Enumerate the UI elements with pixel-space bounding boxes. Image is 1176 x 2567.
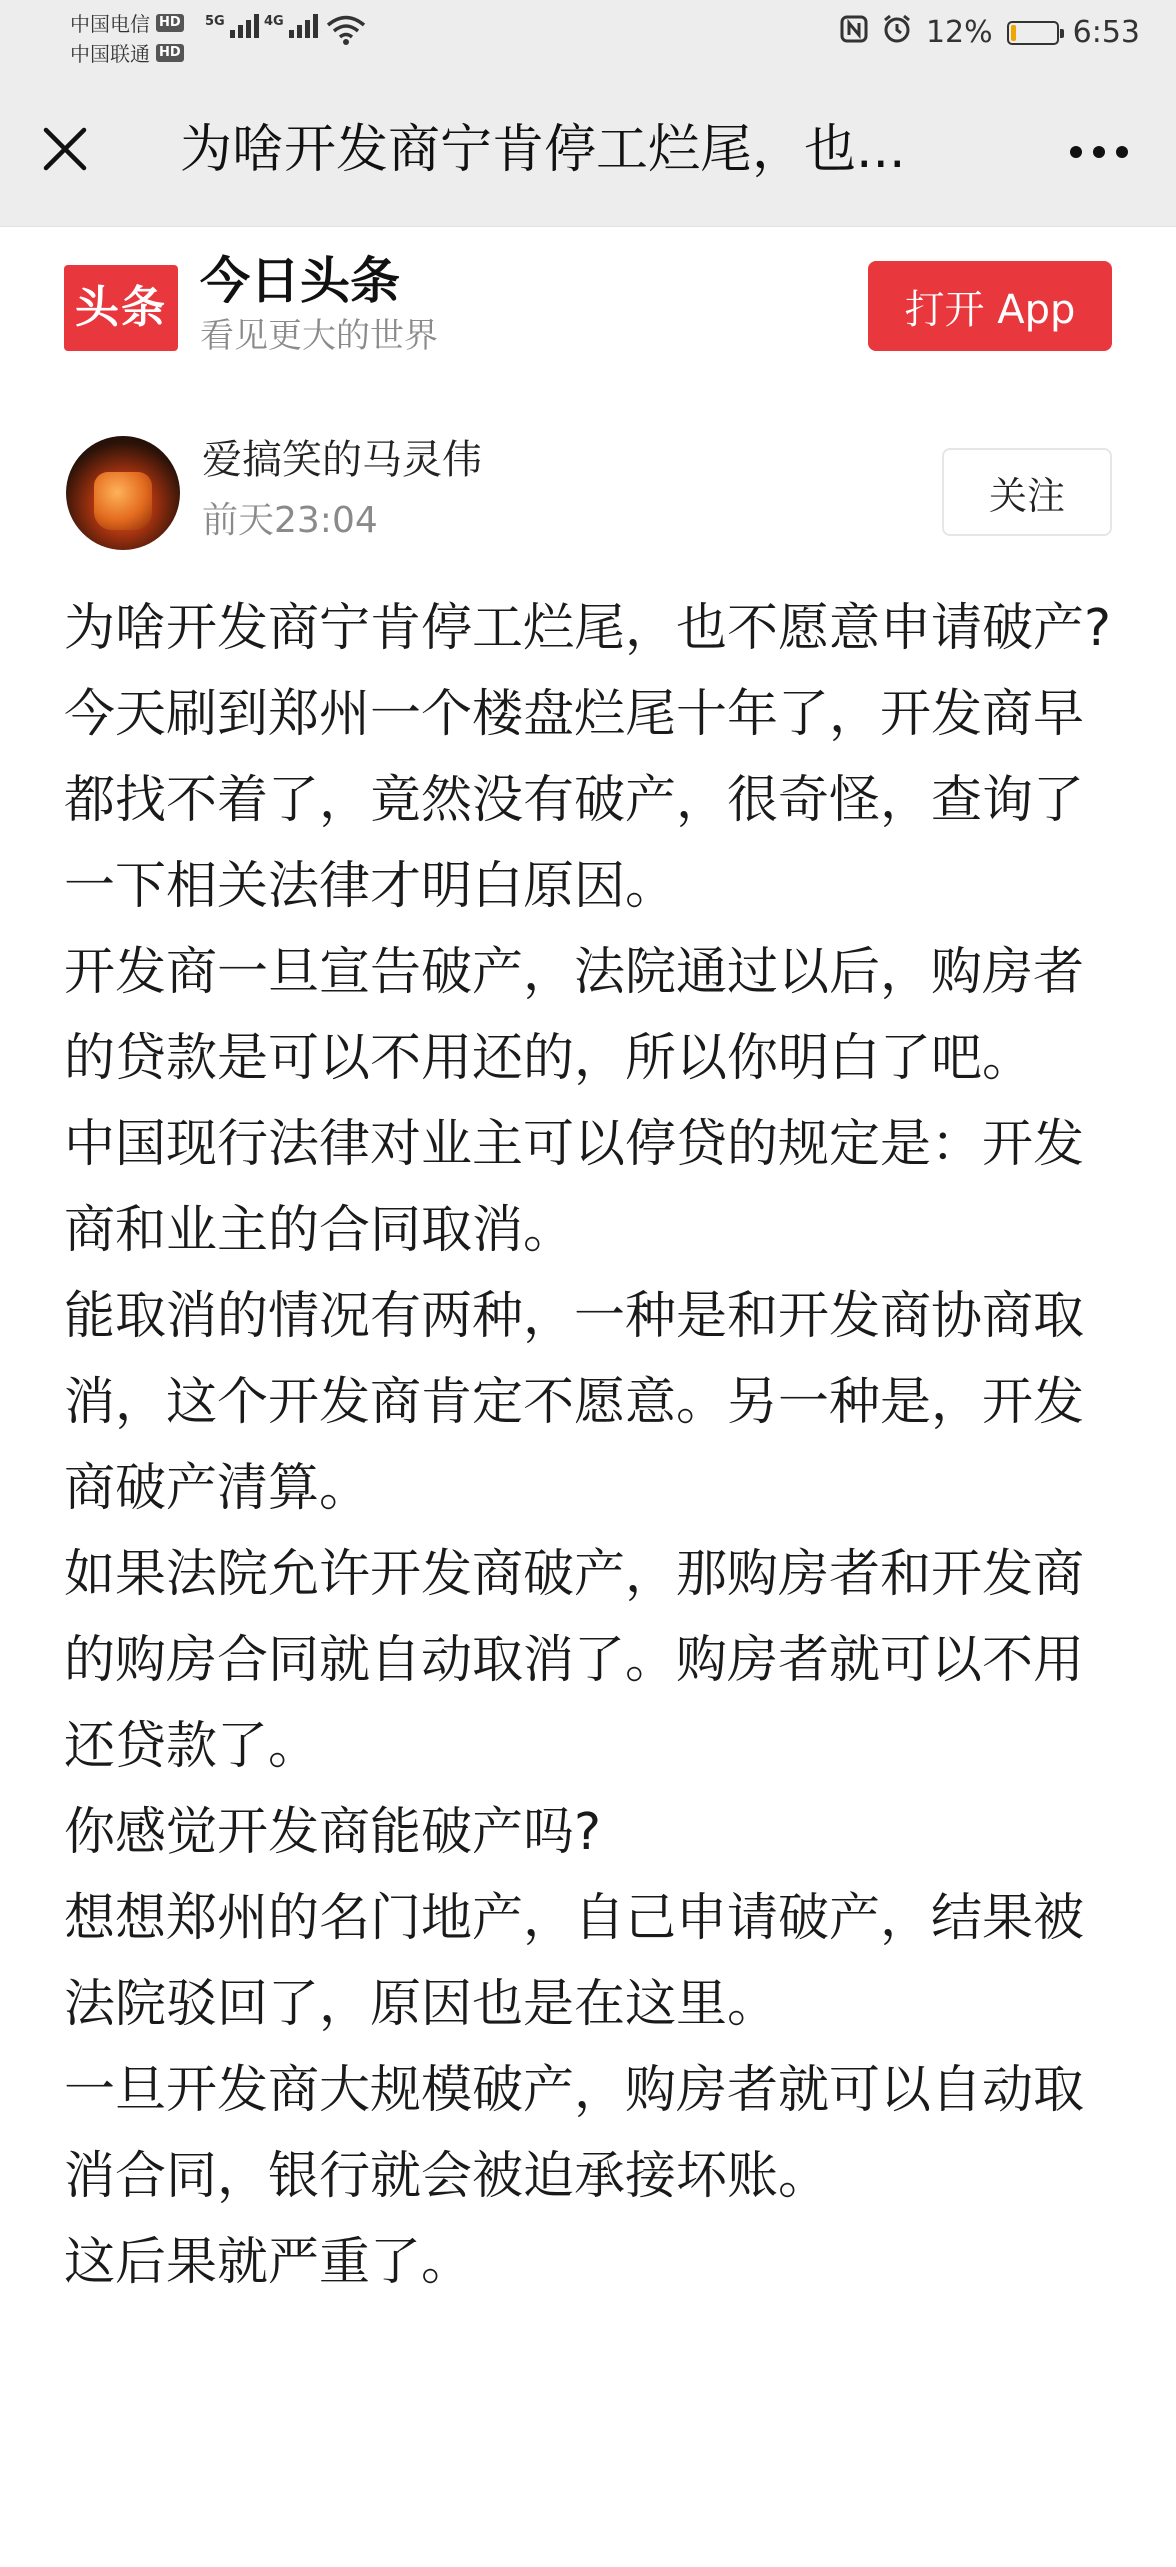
carrier-1	[70, 8, 184, 37]
alarm-icon	[882, 14, 912, 51]
article-paragraph: 你感觉开发商能破产吗?	[64, 1803, 602, 1862]
article-paragraph: 如果法院允许开发商破产，那购房者和开发商的购房合同就自动取消了。购房者就可以不用还贷款了。	[64, 1545, 1085, 1776]
article-body	[64, 586, 1124, 2306]
post-time: 前天23:04	[202, 500, 378, 541]
toutiao-logo: 头条	[64, 265, 178, 351]
carrier-2	[70, 38, 184, 67]
status-time: 6:53	[1072, 15, 1140, 50]
app-name: 今日头条	[200, 252, 400, 310]
carrier-2-label: 中国联通	[70, 42, 150, 66]
signal-4g-icon	[264, 14, 318, 38]
article-paragraph: 为啥开发商宁肯停工烂尾，也不愿意申请破产?	[64, 599, 1112, 658]
battery-icon	[1007, 21, 1059, 45]
open-app-button[interactable]: 打开 App	[868, 261, 1112, 351]
article-paragraph: 想想郑州的名门地产，自己申请破产，结果被法院驳回了，原因也是在这里。	[64, 1889, 1085, 2034]
article-paragraph: 能取消的情况有两种，一种是和开发商协商取消，这个开发商肯定不愿意。另一种是，开发商破产清算。	[64, 1287, 1085, 1518]
signal-5g-icon	[205, 14, 259, 38]
hd-badge: HD	[156, 44, 184, 62]
avatar[interactable]	[66, 436, 180, 550]
wifi-icon	[326, 14, 366, 46]
article-paragraph: 这后果就严重了。	[64, 2233, 473, 2292]
app-slogan: 看见更大的世界	[200, 316, 438, 356]
net-type-5g: 5G	[205, 14, 225, 29]
close-icon[interactable]	[40, 124, 90, 174]
author-name[interactable]: 爱搞笑的马灵伟	[202, 437, 482, 483]
more-icon[interactable]	[1070, 146, 1128, 158]
battery-percent: 12%	[925, 15, 993, 50]
battery-fill	[1011, 25, 1016, 41]
follow-button[interactable]: 关注	[942, 448, 1112, 536]
net-type-4g: 4G	[264, 14, 284, 29]
hd-badge: HD	[156, 14, 184, 32]
app-banner	[0, 226, 1176, 373]
webview-header	[0, 72, 1176, 226]
fist-icon	[94, 472, 152, 530]
status-bar	[0, 0, 1176, 72]
page-title: 为啥开发商宁肯停工烂尾，也...	[180, 120, 906, 180]
carrier-1-label: 中国电信	[70, 12, 150, 36]
article-paragraph: 开发商一旦宣告破产，法院通过以后，购房者的贷款是可以不用还的，所以你明白了吧。	[64, 943, 1085, 1088]
article-paragraph: 今天刷到郑州一个楼盘烂尾十年了，开发商早都找不着了，竟然没有破产，很奇怪，查询了一下相关法律才明白原因。	[64, 685, 1085, 916]
nfc-icon	[840, 15, 868, 50]
article-paragraph: 一旦开发商大规模破产，购房者就可以自动取消合同，银行就会被迫承接坏账。	[64, 2061, 1085, 2206]
status-right	[840, 14, 1140, 51]
article-paragraph: 中国现行法律对业主可以停贷的规定是：开发商和业主的合同取消。	[64, 1115, 1085, 1260]
